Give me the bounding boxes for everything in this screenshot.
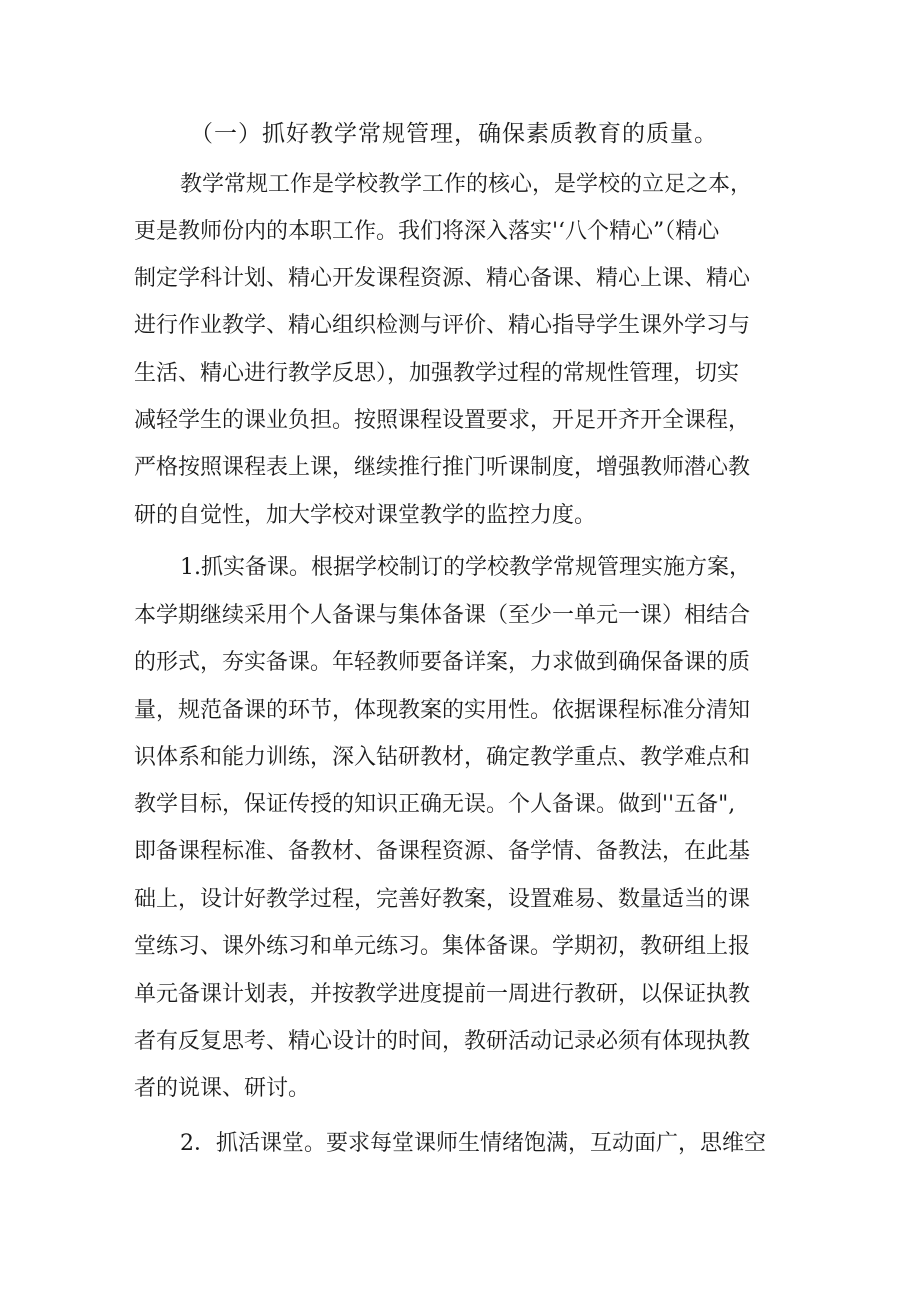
- paragraph-line: 减轻学生的课业负担。按照课程设置要求，开足开齐开全课程，: [134, 408, 751, 433]
- paragraph-line: 量，规范备课的环节，体现教案的实用性。依据课程标准分清知: [134, 698, 751, 723]
- paragraph-line: 生活、精心进行教学反思），加强教学过程的常规性管理，切实: [134, 361, 740, 386]
- paragraph-line: 进行作业教学、精心组织检测与评价、精心指导学生课外学习与: [134, 313, 751, 338]
- paragraph-line: 2．抓活课堂。要求每堂课师生情绪饱满，互动面广，思维空: [180, 1131, 766, 1156]
- paragraph-line: 者有反复思考、精心设计的时间，教研活动记录必须有体现执教: [134, 1029, 751, 1054]
- paragraph-line: 严格按照课程表上课，继续推行推门听课制度，增强教师潜心教: [134, 455, 751, 480]
- paragraph-line: 教学常规工作是学校教学工作的核心，是学校的立足之本，: [180, 172, 753, 197]
- section-heading: （一）抓好教学常规管理，确保素质教育的质量。: [190, 121, 718, 147]
- paragraph-line: 者的说课、研讨。: [134, 1076, 311, 1101]
- paragraph-line: 制定学科计划、精心开发课程资源、精心备课、精心上课、精心: [134, 266, 751, 291]
- paragraph-line: 单元备课计划表，并按教学进度提前一周进行教研，以保证执教: [134, 982, 751, 1007]
- paragraph-line: 更是教师份内的本职工作。我们将深入落实'‘八个精心”（精心: [134, 219, 720, 244]
- paragraph-line: 即备课程标准、备教材、备课程资源、备学情、备教法，在此基: [134, 839, 751, 864]
- paragraph-line: 识体系和能力训练，深入钻研教材，确定教学重点、教学难点和: [134, 745, 751, 770]
- paragraph-line: 1.抓实备课。根据学校制订的学校教学常规管理实施方案，: [180, 555, 751, 580]
- paragraph-line: 的形式，夯实备课。年轻教师要备详案，力求做到确保备课的质: [134, 650, 751, 675]
- paragraph-line: 本学期继续采用个人备课与集体备课（至少一单元一课）相结合: [134, 603, 751, 628]
- paragraph-line: 堂练习、课外练习和单元练习。集体备课。学期初，教研组上报: [134, 934, 751, 959]
- paragraph-line: 研的自觉性，加大学校对课堂教学的监控力度。: [134, 503, 597, 528]
- paragraph-line: 教学目标，保证传授的知识正确无误。个人备课。做到''五备",: [134, 792, 736, 817]
- paragraph-line: 础上，设计好教学过程，完善好教案，设置难易、数量适当的课: [134, 887, 751, 912]
